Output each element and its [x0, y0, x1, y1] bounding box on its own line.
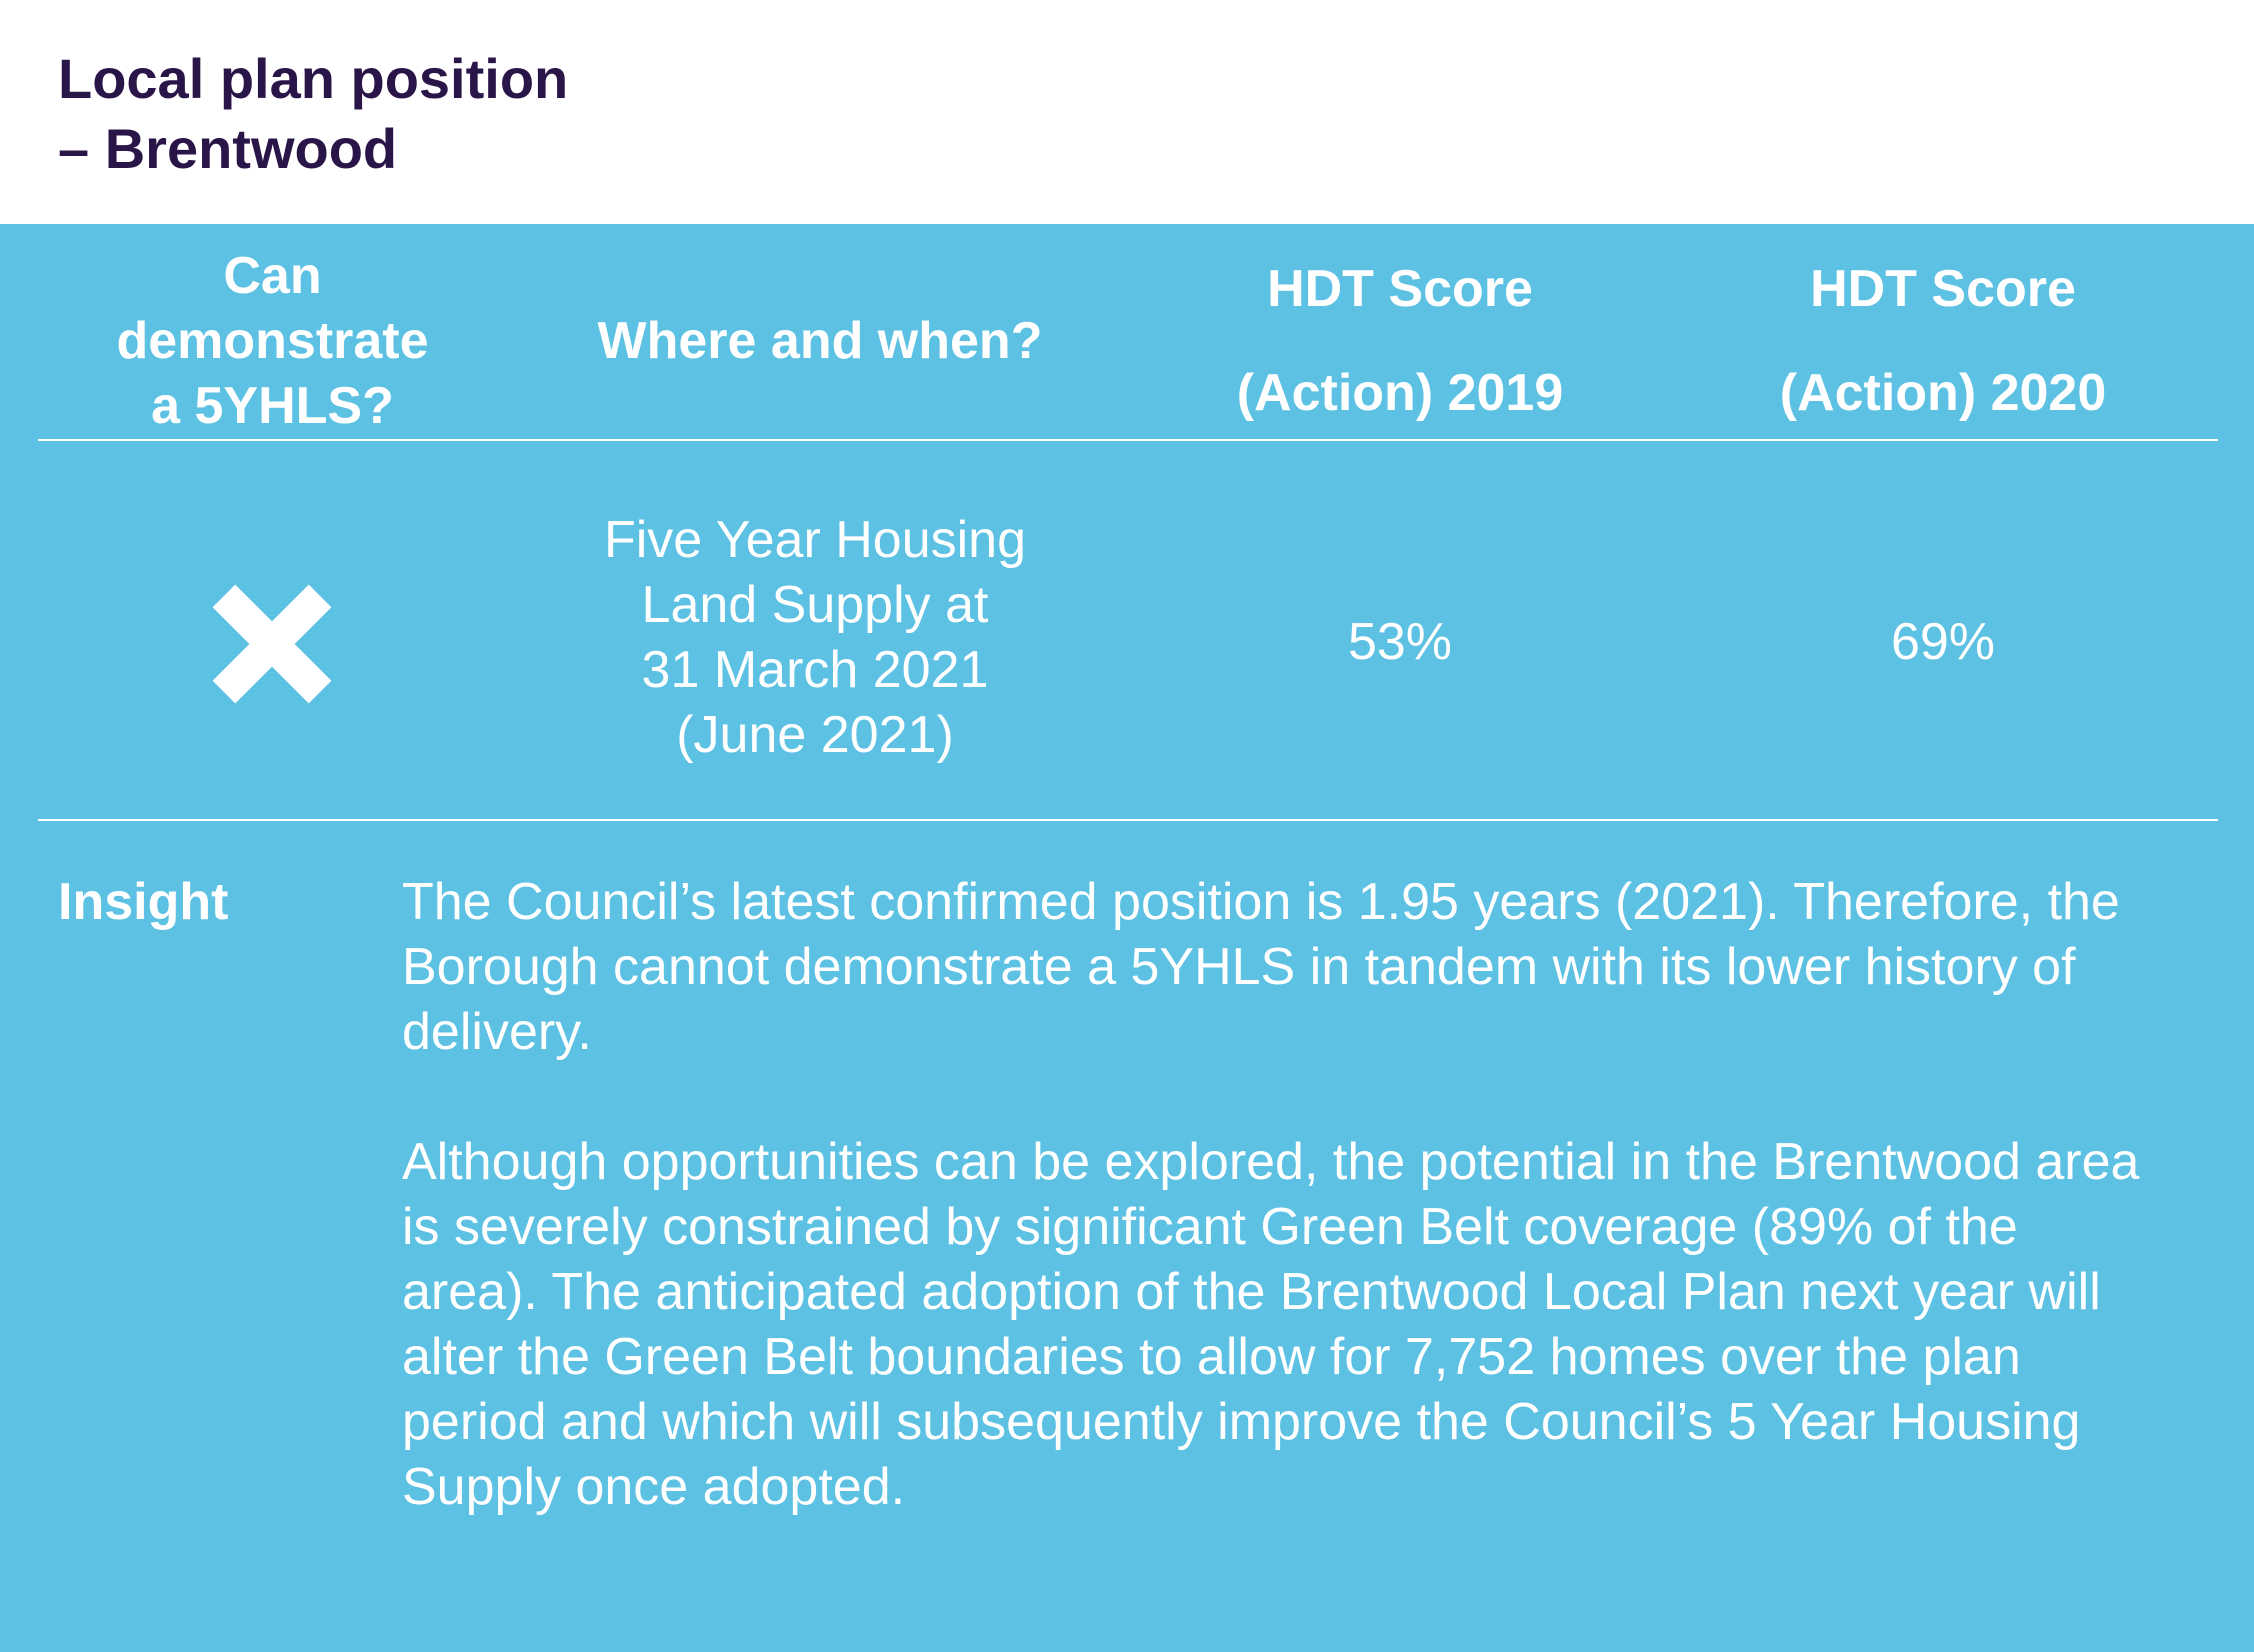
title-line-1: Local plan position [58, 47, 569, 110]
plan-position-panel [0, 224, 2254, 1652]
cross-icon [212, 584, 332, 704]
where-when-value: Five Year Housing Land Supply at 31 March 2021 (June 2021) [603, 511, 1027, 764]
header-can-demonstrate-label: Can demonstrate a 5YHLS? [116, 246, 429, 435]
insight-label: Insight [58, 873, 229, 931]
header-divider [38, 439, 2218, 441]
hdt-2020-value: 69% [1890, 613, 1996, 671]
insight-paragraph: Although opportunities can be explored, the potential in the Brentwood area is severely constrained by significant Green Belt coverage (89% of the area). The anticipated adoption of the Brentwood Local Plan next year will alter the Green Belt boundaries to allow for 7,752 homes over the plan period and which will subsequently improve the Council’s 5 Year Housing Supply once adopted. [402, 1133, 2140, 1516]
header-can-demonstrate [80, 246, 465, 436]
header-where-when [540, 246, 1100, 436]
header-hdt-2019 [1150, 246, 1650, 436]
header-hdt-2020-label: HDT Score (Action) 2020 [1779, 260, 2107, 422]
header-hdt-2019-label: HDT Score (Action) 2019 [1236, 260, 1564, 422]
row-divider [38, 819, 2218, 821]
page-title [58, 44, 568, 184]
header-hdt-2020 [1693, 246, 2193, 436]
hdt-2019-value: 53% [1347, 613, 1453, 671]
insight-paragraph: The Council’s latest confirmed position is 1.95 years (2021). Therefore, the Borough cannot demonstrate a 5YHLS in tandem with its lower history of delivery. [402, 873, 2120, 1061]
header-where-when-label: Where and when? [597, 311, 1043, 370]
insight-body [402, 870, 2162, 1520]
title-line-2: – Brentwood [58, 117, 398, 180]
